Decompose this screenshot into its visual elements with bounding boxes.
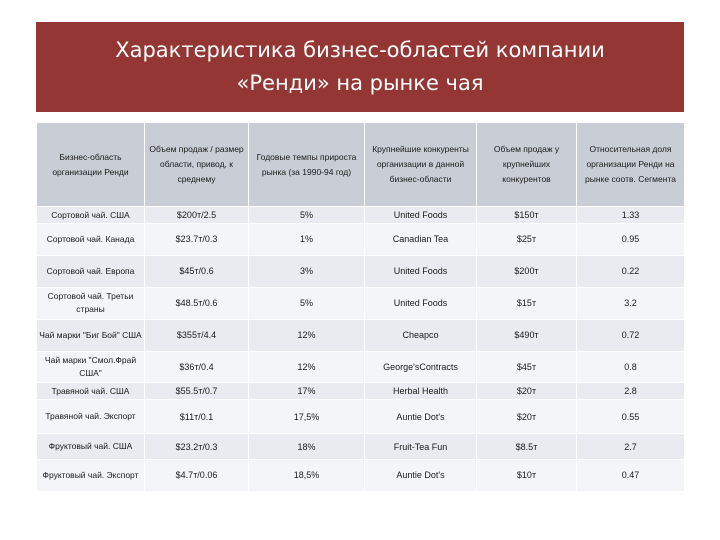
table-row [37,459,685,491]
cell-sales-volume: $55.5т/0.7 [145,383,249,400]
table-row [37,287,685,319]
cell-relative-share: 0.22 [577,255,685,287]
cell-relative-share: 2.8 [577,383,685,400]
cell-competitor-sales: $20т [477,383,577,400]
table-row [37,224,685,256]
cell-business-area: Фруктовый чай. Экспорт [37,459,145,491]
cell-growth-rate: 5% [249,207,365,224]
slide-title-line-2: «Ренди» на рынке чая [236,71,484,95]
header-sales-volume: Объем продаж / размер области, привод, к среднему [145,123,249,207]
cell-competitor-sales: $25т [477,224,577,256]
cell-relative-share: 0.47 [577,459,685,491]
cell-business-area: Фруктовый чай. США [37,434,145,460]
cell-sales-volume: $23.2т/0.3 [145,434,249,460]
cell-relative-share: 0.55 [577,400,685,434]
cell-business-area: Травяной чай. Экспорт [37,400,145,434]
cell-growth-rate: 12% [249,351,365,383]
cell-sales-volume: $200т/2.5 [145,207,249,224]
cell-competitor: United Foods [365,287,477,319]
cell-relative-share: 0.8 [577,351,685,383]
table-header-row [37,123,685,207]
cell-competitor: Herbal Health [365,383,477,400]
cell-competitor: United Foods [365,255,477,287]
header-relative-share: Относительная доля организации Ренди на рынке соотв. Сегмента [577,123,685,207]
cell-business-area: Чай марки "Биг Бой" США [37,319,145,351]
table-row [37,319,685,351]
cell-competitor-sales: $15т [477,287,577,319]
cell-growth-rate: 18,5% [249,459,365,491]
header-main-competitors: Крупнейшие конкуренты организации в данной бизнес-области [365,123,477,207]
table-row [37,400,685,434]
cell-competitor-sales: $200т [477,255,577,287]
cell-business-area: Чай марки "Смол.Фрай США" [37,351,145,383]
cell-sales-volume: $45т/0.6 [145,255,249,287]
cell-competitor: Fruit-Tea Fun [365,434,477,460]
cell-competitor-sales: $45т [477,351,577,383]
cell-sales-volume: $36т/0.4 [145,351,249,383]
cell-growth-rate: 12% [249,319,365,351]
cell-competitor: Auntie Dot's [365,400,477,434]
cell-competitor: Auntie Dot's [365,459,477,491]
cell-growth-rate: 5% [249,287,365,319]
cell-business-area: Травяной чай. США [37,383,145,400]
cell-growth-rate: 1% [249,224,365,256]
cell-competitor: George'sContracts [365,351,477,383]
cell-growth-rate: 17% [249,383,365,400]
slide-title-line-1: Характеристика бизнес-областей компании [115,38,605,62]
cell-relative-share: 3.2 [577,287,685,319]
cell-competitor: Cheapco [365,319,477,351]
cell-business-area: Сортовой чай. Европа [37,255,145,287]
cell-business-area: Сортовой чай. США [37,207,145,224]
cell-relative-share: 0.95 [577,224,685,256]
cell-business-area: Сортовой чай. Канада [37,224,145,256]
business-areas-table [36,122,684,492]
cell-sales-volume: $355т/4.4 [145,319,249,351]
cell-competitor-sales: $10т [477,459,577,491]
cell-growth-rate: 18% [249,434,365,460]
cell-growth-rate: 17,5% [249,400,365,434]
header-competitor-sales: Объем продаж у крупнейших конкурентов [477,123,577,207]
cell-sales-volume: $23.7т/0.3 [145,224,249,256]
header-business-area: Бизнес-область организации Ренди [37,123,145,207]
cell-sales-volume: $48.5т/0.6 [145,287,249,319]
cell-sales-volume: $11т/0.1 [145,400,249,434]
cell-competitor-sales: $490т [477,319,577,351]
cell-competitor: Canadian Tea [365,224,477,256]
table-row [37,383,685,400]
table-row [37,255,685,287]
table-row [37,351,685,383]
cell-relative-share: 0.72 [577,319,685,351]
table-row [37,434,685,460]
cell-sales-volume: $4.7т/0.06 [145,459,249,491]
slide-title-band [36,22,684,112]
header-growth-rate: Годовые темпы прироста рынка (за 1990-94 год) [249,123,365,207]
cell-competitor-sales: $20т [477,400,577,434]
cell-growth-rate: 3% [249,255,365,287]
table-row [37,207,685,224]
cell-competitor: United Foods [365,207,477,224]
cell-relative-share: 2.7 [577,434,685,460]
cell-business-area: Сортовой чай. Третьи страны [37,287,145,319]
cell-relative-share: 1.33 [577,207,685,224]
cell-competitor-sales: $150т [477,207,577,224]
cell-competitor-sales: $8.5т [477,434,577,460]
